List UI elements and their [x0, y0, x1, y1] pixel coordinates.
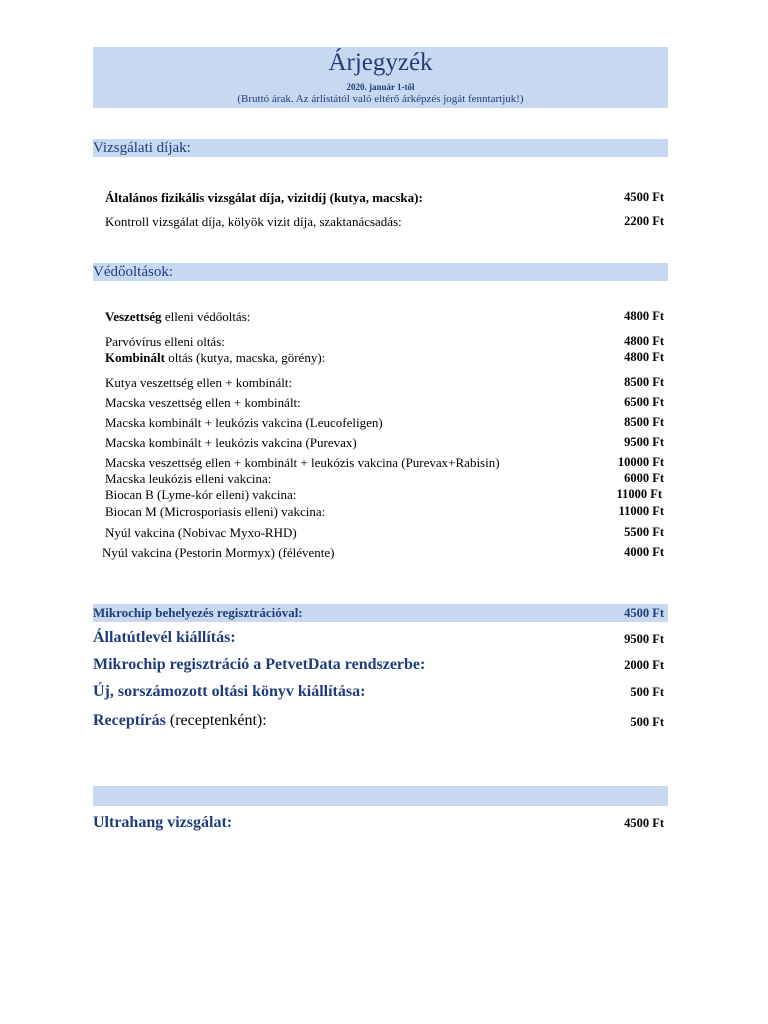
mikrochip-price: 4500 Ft [624, 606, 664, 620]
item-price: 2000 Ft [624, 658, 664, 672]
item-name-bold: Kombinált [105, 350, 165, 365]
ultrahang-price: 4500 Ft [624, 816, 664, 830]
item-name: elleni védőoltás: [161, 309, 251, 324]
item-name: Macska kombinált + leukózis vakcina (Purevax) [105, 435, 357, 450]
item-name: Kutya veszettség ellen + kombinált: [105, 375, 293, 390]
item-price: 11000 Ft [618, 504, 664, 518]
item-name-bold: Általános fizikális vizsgálat díja, vizitdíj (kutya, macska): [105, 190, 423, 205]
item-name: Macska veszettség ellen + kombinált + leukózis vakcina (Purevax+Rabisin) [105, 455, 500, 470]
item-name: Parvóvírus elleni oltás: [105, 334, 225, 349]
mikrochip-band [93, 604, 668, 622]
item-price: 10000 Ft [617, 455, 664, 469]
item-name: Macska leukózis elleni vakcina: [105, 471, 272, 486]
item-price: 5500 Ft [624, 525, 664, 539]
item-name: Macska kombinált + leukózis vakcina (Leucofeligen) [105, 415, 383, 430]
item-name: Biocan M (Microsporiasis elleni) vakcina: [105, 504, 326, 519]
item-price: 4500 Ft [624, 190, 664, 204]
item-price: 6500 Ft [624, 395, 664, 409]
item-name-bold: Új, sorszámozott oltási könyv kiállítása: [93, 683, 366, 700]
item-name: Nyúl vakcina (Pestorin Mormyx) (félévente) [102, 545, 335, 560]
item-price: 4800 Ft [624, 309, 664, 323]
item-name: oltás (kutya, macska, görény): [164, 350, 326, 365]
item-name: Nyúl vakcina (Nobivac Myxo-RHD) [105, 525, 297, 540]
item-price: 500 Ft [630, 715, 664, 729]
item-price: 4800 Ft [624, 350, 664, 364]
item-price: 11000 Ft [616, 487, 662, 501]
item-name-bold: Mikrochip regisztráció a PetvetData rendszerbe: [93, 656, 426, 673]
ultrahang-label: Ultrahang vizsgálat: [93, 814, 233, 831]
effective-date: 2020. január 1-től [346, 82, 415, 92]
section-band-vedooltasok [93, 263, 668, 281]
section-title-vizsgalati: Vizsgálati díjak: [93, 140, 191, 156]
item-price: 9500 Ft [624, 435, 664, 449]
page-title: Árjegyzék [328, 49, 433, 76]
item-price: 8500 Ft [624, 375, 664, 389]
item-name-bold: Veszettség [105, 309, 162, 324]
empty-band [93, 786, 668, 806]
mikrochip-label: Mikrochip behelyezés regisztrációval: [93, 605, 303, 620]
item-price: 2200 Ft [624, 214, 664, 228]
section-band-vizsgalati [93, 139, 668, 157]
item-price: 8500 Ft [624, 415, 664, 429]
item-price: 9500 Ft [624, 632, 664, 646]
item-price: 500 Ft [630, 685, 664, 699]
item-name: Kontroll vizsgálat díja, kölyök vizit díja, szaktanácsadás: [105, 214, 402, 229]
price-note: (Bruttó árak. Az árlistától való eltérő árképzés jogát fenntartjuk!) [237, 93, 524, 105]
item-name-bold: Receptírás [93, 712, 166, 729]
item-price: 6000 Ft [624, 471, 664, 485]
item-name: Macska veszettség ellen + kombinált: [105, 395, 301, 410]
item-price: 4000 Ft [624, 545, 664, 559]
item-name-bold: Állatútlevél kiállítás: [93, 629, 236, 646]
item-price: 4800 Ft [624, 334, 664, 348]
header-band [93, 47, 668, 108]
item-name: Biocan B (Lyme-kór elleni) vakcina: [105, 487, 297, 502]
item-name: (receptenként): [165, 712, 267, 729]
section-title-vedooltasok: Védőoltások: [93, 264, 173, 280]
